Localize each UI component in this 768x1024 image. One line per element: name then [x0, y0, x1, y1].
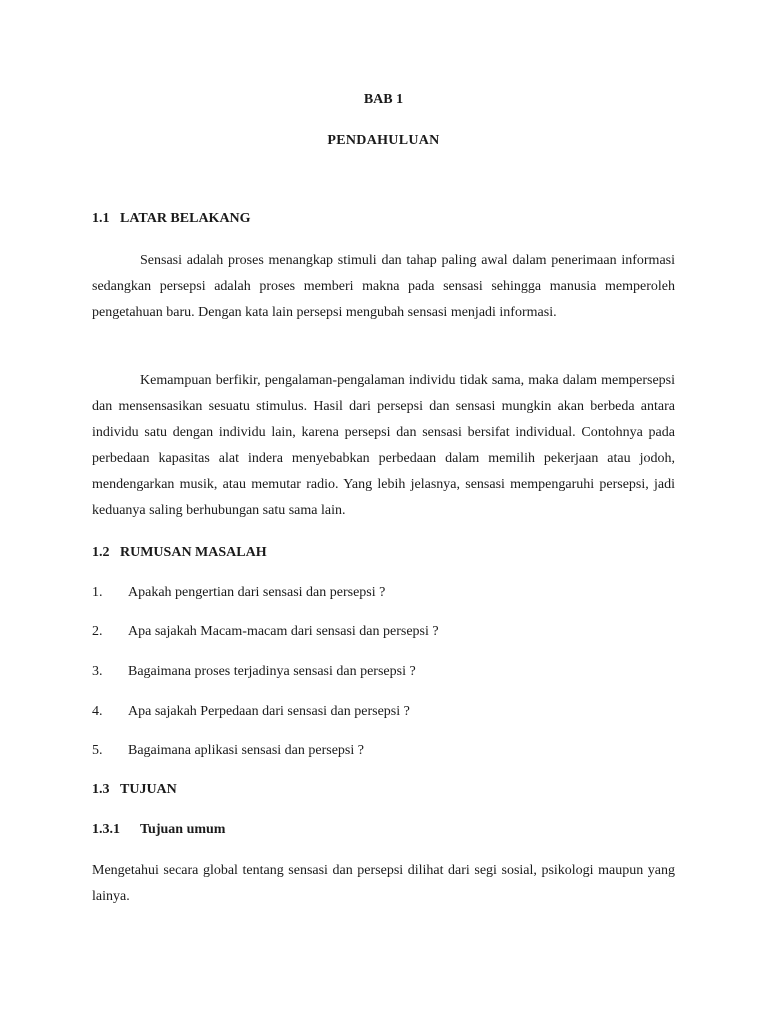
- list-item-number: 3.: [92, 664, 103, 679]
- document-page: [92, 0, 675, 1024]
- list-item: [92, 624, 675, 640]
- section-title: RUMUSAN MASALAH: [120, 545, 267, 560]
- section-heading-rumusan-masalah: [92, 545, 267, 561]
- list-item-number: 2.: [92, 624, 103, 639]
- section-heading-latar-belakang: [92, 211, 251, 227]
- section-number: 1.1: [92, 211, 110, 226]
- section-number: 1.2: [92, 545, 110, 560]
- paragraph-latar-belakang-2: Kemampuan berfikir, pengalaman-pengalaman individu tidak sama, maka dalam mempersepsi dan mensensasikan sesuatu stimulus. Hasil dari persepsi dan sensasi mungkin akan berbeda antara individu satu dengan individu lain, karena persepsi dan sensasi bersifat individual. Contohnya pada perbedaan kapasitas alat indera menyebabkan perbedaan dalam memilih pekerjaan atau jodoh, mendengarkan musik, atau memutar radio. Yang lebih jelasnya, sensasi mempengaruhi persepsi, jadi keduanya saling berhubungan satu sama lain.: [92, 373, 675, 518]
- section-heading-tujuan: [92, 782, 177, 798]
- list-item-text: Bagaimana aplikasi sensasi dan persepsi ?: [128, 743, 364, 758]
- list-item-text: Apakah pengertian dari sensasi dan persepsi ?: [128, 585, 386, 600]
- chapter-number: BAB 1: [363, 92, 404, 107]
- list-item-text: Bagaimana proses terjadinya sensasi dan persepsi ?: [128, 664, 416, 679]
- section-number: 1.3: [92, 782, 110, 797]
- list-item: [92, 743, 675, 759]
- section-title: LATAR BELAKANG: [120, 211, 251, 226]
- list-item-text: Apa sajakah Perpedaan dari sensasi dan persepsi ?: [128, 704, 410, 719]
- subsection-number: 1.3.1: [92, 822, 120, 837]
- chapter-title: PENDAHULUAN: [327, 133, 440, 148]
- paragraph-latar-belakang-1: Sensasi adalah proses menangkap stimuli dan tahap paling awal dalam penerimaan informasi sedangkan persepsi adalah proses memberi makna pada sensasi sehingga manusia memperoleh pengetahuan baru. Dengan kata lain persepsi mengubah sensasi menjadi informasi.: [92, 253, 675, 320]
- list-item-number: 5.: [92, 743, 103, 758]
- paragraph-tujuan-umum: Mengetahui secara global tentang sensasi dan persepsi dilihat dari segi sosial, psikologi maupun yang lainya.: [92, 863, 675, 904]
- list-item-number: 4.: [92, 704, 103, 719]
- list-item-number: 1.: [92, 585, 103, 600]
- subsection-heading-tujuan-umum: [92, 822, 225, 838]
- list-item: [92, 704, 675, 720]
- list-item: [92, 664, 675, 680]
- subsection-title: Tujuan umum: [140, 822, 226, 837]
- section-title: TUJUAN: [120, 782, 177, 797]
- list-item: [92, 585, 675, 601]
- list-item-text: Apa sajakah Macam-macam dari sensasi dan persepsi ?: [128, 624, 439, 639]
